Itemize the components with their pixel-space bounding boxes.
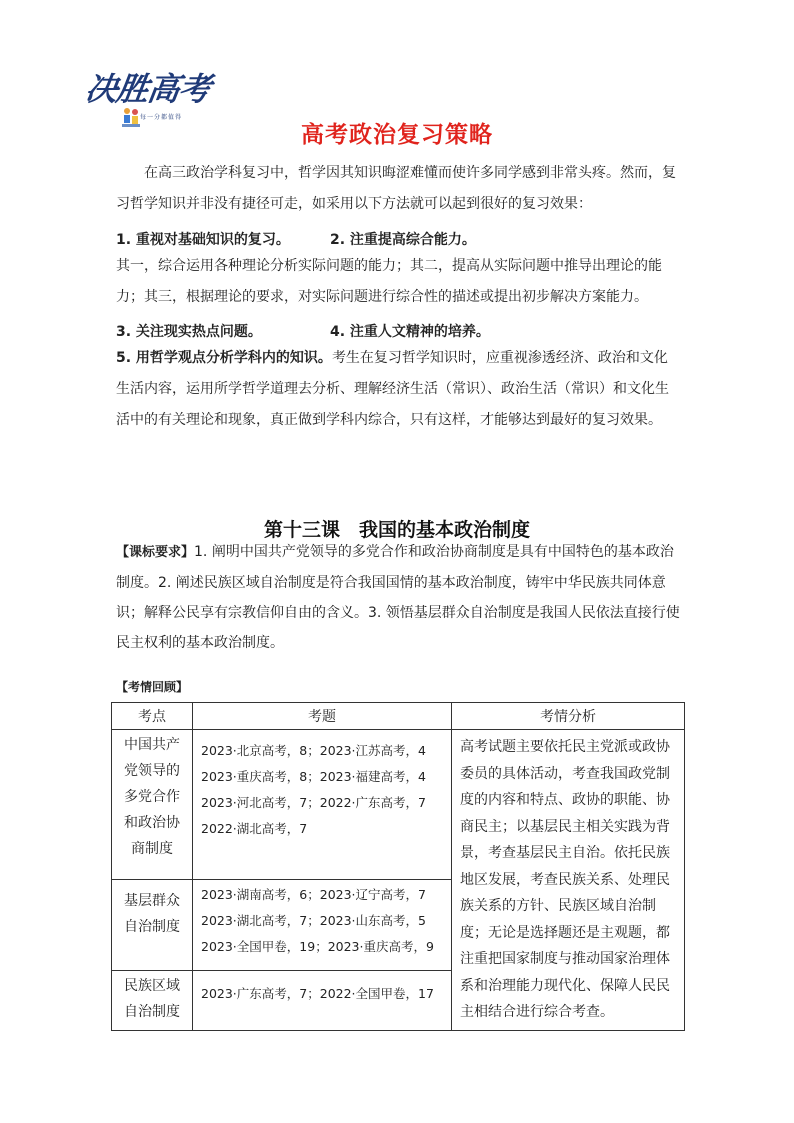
method-5-heading: 5. 用哲学观点分析学科内的知识。 [116,350,332,366]
review-label: 【考情回顾】 [116,680,189,694]
exam-review-table [111,702,685,1031]
method-4: 4. 注重人文精神的培养。 [330,324,490,340]
point-cell: 基层群众自治制度 [112,880,193,971]
method-1: 1. 重视对基础知识的复习。 [116,232,290,248]
standards-text: 1. 阐明中国共产党领导的多党合作和政治协商制度是具有中国特色的基本政治制度。2. 阐述民族区域自治制度是符合我国国情的基本政治制度，铸牢中华民族共同体意识；解释公民享有宗教信仰自由的含义。3. 领悟基层群众自治制度是我国人民依法直接行使民主权利的基本政治制度。 [116,544,680,651]
standards-label: 【课标要求】 [116,545,195,560]
logo-subtitle: 每一分都值得 [140,114,183,121]
curriculum-standards [116,537,686,658]
method-2-detail: 其一，综合运用各种理论分析实际问题的能力；其二，提高从实际问题中推导出理论的能力；其三，根据理论的要求，对实际问题进行综合性的描述或提出初步解决方案能力。 [116,258,662,305]
method-5-paragraph [116,343,680,436]
source-cell: 2023·北京高考，8；2023·江苏高考，4 2023·重庆高考，8；2023·福建高考，4 2023·河北高考，7；2022·广东高考，7 2022·湖北高考，7 [193,730,452,880]
header-source: 考题 [193,703,452,730]
table-row [112,730,685,880]
header-analysis: 考情分析 [452,703,685,730]
page-title: 高考政治复习策略 [301,122,493,148]
method-3: 3. 关注现实热点问题。 [116,324,262,340]
logo-text: 决胜高考 [83,70,213,108]
lesson-title: 第十三课 我国的基本政治制度 [263,519,530,541]
source-cell: 2023·湖南高考，6；2023·辽宁高考，7 2023·湖北高考，7；2023·山东高考，5 2023·全国甲卷，19；2023·重庆高考，9 [193,880,452,971]
analysis-cell: 高考试题主要依托民主党派或政协委员的具体活动，考查我国政党制度的内容和特点、政协的职能、协商民主；以基层民主相关实践为背景，考查基层民主自治。依托民族地区发展，考查民族关系、处理民族关系的方针、民族区域自治制度；无论是选择题还是主观题，都注重把国家制度与推动国家治理体系和治理能力现代化、保障人民民主相结合进行综合考查。 [452,730,685,1031]
intro-paragraph: 在高三政治学科复习中，哲学因其知识晦涩难懂而使许多同学感到非常头疼。然而，复习哲学知识并非没有捷径可走，如采用以下方法就可以起到很好的复习效果： [116,165,676,212]
table-header-row [112,703,685,730]
method-2: 2. 注重提高综合能力。 [330,232,476,248]
point-cell: 民族区域自治制度 [112,971,193,1030]
header-point: 考点 [112,703,193,730]
point-cell: 中国共产党领导的多党合作和政治协商制度 [112,730,193,880]
method-5-text: 考生在复习哲学知识时，应重视渗透经济、政治和文化生活内容，运用所学哲学道理去分析、理解经济生活（常识）、政治生活（常识）和文化生活中的有关理论和现象，真正做到学科内综合，只有这样，才能够达到最好的复习效果。 [116,350,669,428]
source-cell: 2023·广东高考，7；2022·全国甲卷，17 [193,971,452,1030]
